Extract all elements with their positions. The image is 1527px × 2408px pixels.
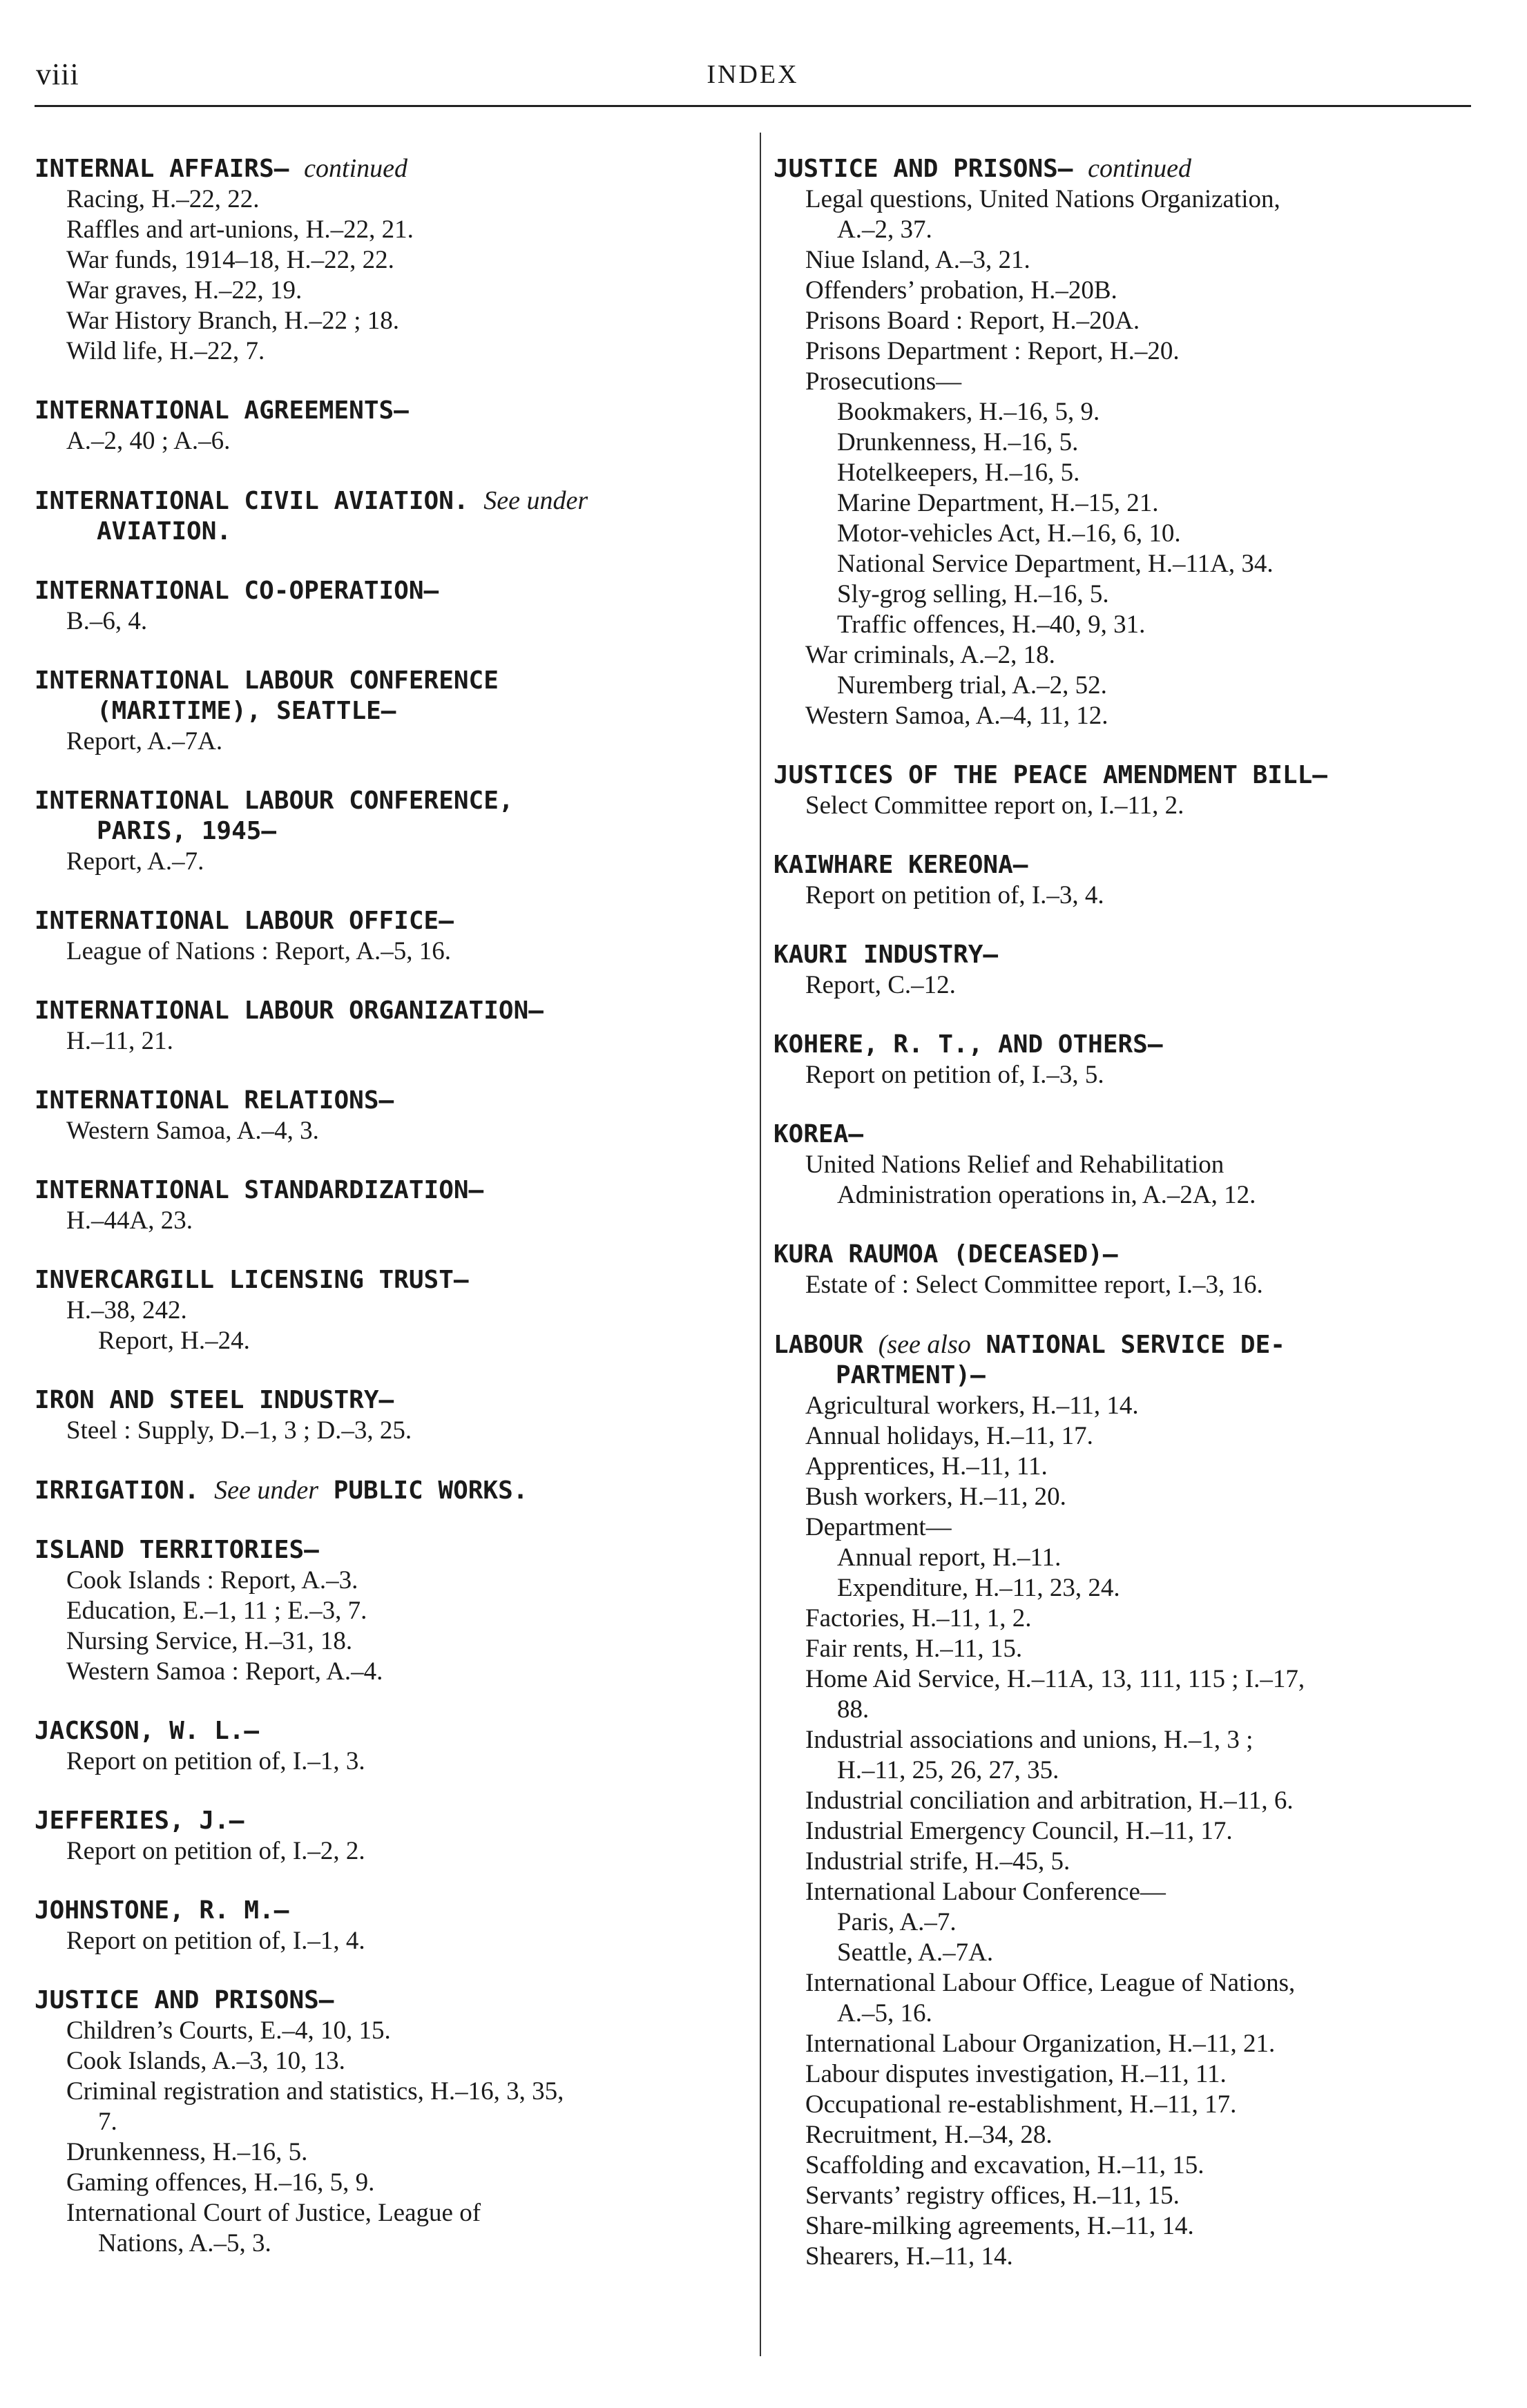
page-header (35, 54, 1471, 95)
heading-text: IRRIGATION. (35, 1476, 200, 1505)
entry-line: Report, A.–7A. (66, 727, 223, 755)
entry-line: War History Branch, H.–22 ; 18. (66, 307, 400, 335)
entry-subline: Bookmakers, H.–16, 5, 9. (837, 398, 1100, 426)
entry-line: Report on petition of, I.–1, 4. (66, 1927, 365, 1955)
header-rule (35, 105, 1471, 107)
entry-line: Annual holidays, H.–11, 17. (805, 1422, 1093, 1450)
heading-text: KOREA— (774, 1120, 864, 1148)
heading-italic: continued (1088, 154, 1192, 183)
entry-heading (35, 1806, 732, 1836)
index-entry (35, 1385, 732, 1446)
entry-line: Niue Island, A.–3, 21. (805, 246, 1030, 274)
heading-text: INTERNATIONAL AGREEMENTS— (35, 396, 409, 425)
entry-line: Recruitment, H.–34, 28. (805, 2121, 1053, 2149)
entry-line: Children’s Courts, E.–4, 10, 15. (66, 2016, 391, 2045)
index-entry (35, 396, 732, 456)
heading-text: KURA RAUMOA (DECEASED)— (774, 1240, 1118, 1269)
entry-subline: Administration operations in, A.–2A, 12. (837, 1181, 1256, 1209)
entry-line: International Labour Office, League of Nations, (805, 1969, 1296, 1997)
heading-text: INTERNAL AFFAIRS— (35, 155, 289, 183)
entry-line: Western Samoa, A.–4, 11, 12. (805, 702, 1108, 730)
entry-line: Criminal registration and statistics, H.–16, 3, 35, (66, 2077, 564, 2106)
entry-line: Report on petition of, I.–3, 4. (805, 881, 1104, 909)
entry-line: Racing, H.–22, 22. (66, 185, 260, 213)
index-entry (774, 940, 1471, 1001)
entry-line: Labour disputes investigation, H.–11, 11. (805, 2060, 1227, 2088)
entry-line: H.–11, 21. (66, 1027, 173, 1055)
entry-line: Prisons Board : Report, H.–20A. (805, 307, 1140, 335)
entry-line: Prisons Department : Report, H.–20. (805, 337, 1180, 365)
index-entry (35, 906, 732, 967)
heading-text: INTERNATIONAL CIVIL AVIATION. (35, 487, 469, 515)
heading-text: JUSTICE AND PRISONS— (35, 1986, 334, 2014)
entry-subline: Expenditure, H.–11, 23, 24. (837, 1574, 1120, 1602)
entry-line: League of Nations : Report, A.–5, 16. (66, 937, 451, 965)
index-entry (35, 1535, 732, 1687)
entry-heading (35, 1265, 732, 1295)
entry-heading (35, 1385, 732, 1416)
heading-continuation: PARTMENT)— (836, 1361, 986, 1389)
index-entry (774, 1240, 1471, 1300)
entry-subline: Drunkenness, H.–16, 5. (837, 428, 1079, 456)
entry-heading (35, 786, 732, 847)
entry-line: Offenders’ probation, H.–20B. (805, 276, 1117, 305)
entry-line: 88. (837, 1695, 870, 1724)
entry-line: Department— (805, 1513, 952, 1541)
heading-text: INTERNATIONAL LABOUR CONFERENCE (35, 666, 499, 695)
heading-text: ISLAND TERRITORIES— (35, 1536, 319, 1564)
entry-line: Industrial strife, H.–45, 5. (805, 1847, 1070, 1876)
entry-line: International Court of Justice, League of (66, 2199, 481, 2227)
index-entry (774, 1030, 1471, 1090)
entry-heading (35, 996, 732, 1026)
heading-text: INTERNATIONAL LABOUR OFFICE— (35, 907, 454, 935)
index-entry (35, 1806, 732, 1867)
entry-line: Raffles and art-unions, H.–22, 21. (66, 215, 414, 244)
entry-line: Nations, A.–5, 3. (98, 2229, 271, 2257)
entry-line: War funds, 1914–18, H.–22, 22. (66, 246, 394, 274)
page-number: viii (36, 57, 79, 91)
entry-line: Steel : Supply, D.–1, 3 ; D.–3, 25. (66, 1416, 412, 1445)
entry-line: Gaming offences, H.–16, 5, 9. (66, 2168, 375, 2197)
entry-line: A.–5, 16. (837, 1999, 932, 2027)
index-entry (35, 1716, 732, 1777)
entry-line: Drunkenness, H.–16, 5. (66, 2138, 308, 2166)
heading-italic: See under (483, 486, 588, 515)
right-column (774, 153, 1471, 2301)
entry-line: Prosecutions— (805, 367, 962, 396)
entry-line: Occupational re-establishment, H.–11, 17. (805, 2090, 1237, 2119)
entry-line: Report, A.–7. (66, 847, 204, 876)
heading-italic: (see also (878, 1330, 971, 1359)
heading-text: INVERCARGILL LICENSING TRUST— (35, 1266, 469, 1294)
index-entry (774, 1119, 1471, 1211)
index-entry (35, 1896, 732, 1956)
entry-line: Nursing Service, H.–31, 18. (66, 1627, 353, 1655)
index-entry (774, 153, 1471, 731)
entry-heading (35, 1985, 732, 2016)
entry-line: Share-milking agreements, H.–11, 14. (805, 2212, 1194, 2240)
entry-line: War graves, H.–22, 19. (66, 276, 302, 305)
entry-line: Select Committee report on, I.–11, 2. (805, 791, 1184, 820)
entry-line: Cook Islands, A.–3, 10, 13. (66, 2047, 345, 2075)
entry-subline: National Service Department, H.–11A, 34. (837, 550, 1274, 578)
heading-text: INTERNATIONAL CO-OPERATION— (35, 577, 439, 605)
heading-text: IRON AND STEEL INDUSTRY— (35, 1386, 394, 1414)
index-entry (35, 576, 732, 637)
entry-line: H.–11, 25, 26, 27, 35. (837, 1756, 1059, 1784)
index-entry (35, 1086, 732, 1146)
entry-line: Western Samoa, A.–4, 3. (66, 1117, 319, 1145)
entry-line: H.–38, 242. (66, 1296, 187, 1325)
entry-line: International Labour Conference— (805, 1878, 1166, 1906)
heading-text: JOHNSTONE, R. M.— (35, 1896, 289, 1925)
entry-heading (35, 576, 732, 606)
entry-line: Bush workers, H.–11, 20. (805, 1483, 1066, 1511)
index-entry (35, 996, 732, 1057)
entry-heading (35, 1086, 732, 1116)
entry-line: Fair rents, H.–11, 15. (805, 1635, 1023, 1663)
entry-line: United Nations Relief and Rehabilitation (805, 1150, 1225, 1179)
index-entry (774, 760, 1471, 821)
index-entry (774, 1329, 1471, 2272)
entry-line: Servants’ registry offices, H.–11, 15. (805, 2181, 1180, 2210)
entry-subline: Seattle, A.–7A. (837, 1938, 994, 1967)
entry-line: Legal questions, United Nations Organization, (805, 185, 1280, 213)
entry-line: Report on petition of, I.–2, 2. (66, 1837, 365, 1865)
entry-line: Scaffolding and excavation, H.–11, 15. (805, 2151, 1204, 2179)
heading-continuation: PARIS, 1945— (97, 817, 277, 845)
entry-heading (774, 1030, 1471, 1060)
index-entry (35, 485, 732, 547)
page-title: INDEX (707, 60, 799, 89)
entry-line: Industrial conciliation and arbitration, H.–11, 6. (805, 1786, 1294, 1815)
entry-subline: Sly-grog selling, H.–16, 5. (837, 580, 1109, 608)
heading-text: JUSTICES OF THE PEACE AMENDMENT BILL— (774, 761, 1327, 789)
entry-line: H.–44A, 23. (66, 1206, 193, 1235)
entry-subline: Annual report, H.–11. (837, 1543, 1062, 1572)
index-entry (35, 1175, 732, 1236)
heading-tail: NATIONAL SERVICE DE- (986, 1331, 1285, 1359)
entry-heading (774, 760, 1471, 791)
entry-line: Cook Islands : Report, A.–3. (66, 1566, 358, 1595)
heading-italic: See under (214, 1476, 318, 1505)
heading-text: INTERNATIONAL LABOUR CONFERENCE, (35, 787, 514, 815)
entry-heading (35, 906, 732, 936)
entry-line: War criminals, A.–2, 18. (805, 641, 1055, 669)
entry-heading (35, 1896, 732, 1926)
entry-heading (35, 153, 732, 184)
heading-text: INTERNATIONAL RELATIONS— (35, 1086, 394, 1115)
entry-heading (35, 1716, 732, 1746)
entry-line: Report, C.–12. (805, 971, 956, 999)
entry-line: Industrial Emergency Council, H.–11, 17. (805, 1817, 1233, 1845)
entry-heading (774, 1240, 1471, 1270)
index-entry (35, 786, 732, 877)
entry-line: Estate of : Select Committee report, I.–3, 16. (805, 1271, 1263, 1299)
entry-subline: Traffic offences, H.–40, 9, 31. (837, 610, 1146, 639)
heading-text: LABOUR (774, 1331, 864, 1359)
entry-line: B.–6, 4. (66, 607, 148, 635)
entry-heading (774, 1119, 1471, 1150)
index-entry (35, 1265, 732, 1356)
heading-text: INTERNATIONAL LABOUR ORGANIZATION— (35, 996, 544, 1025)
heading-continuation: AVIATION. (97, 517, 232, 546)
heading-text: KAURI INDUSTRY— (774, 941, 999, 969)
entry-subline: Report, H.–24. (98, 1327, 250, 1355)
heading-text: INTERNATIONAL STANDARDIZATION— (35, 1176, 484, 1204)
entry-line: Home Aid Service, H.–11A, 13, 111, 115 ; I.–17, (805, 1665, 1305, 1693)
entry-line: Report on petition of, I.–3, 5. (805, 1061, 1104, 1089)
entry-line: A.–2, 37. (837, 215, 932, 244)
index-entry (774, 850, 1471, 911)
entry-line: A.–2, 40 ; A.–6. (66, 427, 231, 455)
index-entry (35, 1985, 732, 2259)
entry-subline: Paris, A.–7. (837, 1908, 957, 1936)
entry-heading (774, 1329, 1471, 1391)
entry-line: Western Samoa : Report, A.–4. (66, 1657, 383, 1686)
entry-line: 7. (98, 2108, 117, 2136)
heading-continuation: (MARITIME), SEATTLE— (97, 697, 396, 725)
entry-heading (35, 396, 732, 426)
left-column (35, 153, 732, 2288)
entry-subline: Marine Department, H.–15, 21. (837, 489, 1159, 517)
entry-line: Education, E.–1, 11 ; E.–3, 7. (66, 1597, 367, 1625)
entry-heading (35, 1175, 732, 1206)
entry-subline: Motor-vehicles Act, H.–16, 6, 10. (837, 519, 1181, 548)
entry-subline: Hotelkeepers, H.–16, 5. (837, 459, 1080, 487)
entry-heading (774, 940, 1471, 970)
entry-heading (35, 485, 732, 547)
heading-italic: continued (304, 154, 408, 183)
entry-line: Report on petition of, I.–1, 3. (66, 1747, 365, 1775)
entry-line: Wild life, H.–22, 7. (66, 337, 265, 365)
heading-tail: PUBLIC WORKS. (333, 1476, 528, 1505)
index-entry (35, 153, 732, 367)
column-divider (760, 133, 761, 2356)
heading-text: JEFFERIES, J.— (35, 1807, 244, 1835)
entry-heading (774, 850, 1471, 880)
entry-line: Apprentices, H.–11, 11. (805, 1452, 1048, 1481)
entry-heading (774, 153, 1471, 184)
entry-line: Industrial associations and unions, H.–1, 3 ; (805, 1726, 1254, 1754)
entry-subline: Nuremberg trial, A.–2, 52. (837, 671, 1107, 700)
entry-line: Factories, H.–11, 1, 2. (805, 1604, 1032, 1632)
entry-line: International Labour Organization, H.–11, 21. (805, 2030, 1276, 2058)
entry-heading (35, 1475, 732, 1506)
entry-line: Agricultural workers, H.–11, 14. (805, 1391, 1139, 1420)
heading-text: JACKSON, W. L.— (35, 1717, 260, 1745)
index-entry (35, 666, 732, 757)
entry-heading (35, 666, 732, 726)
heading-text: JUSTICE AND PRISONS— (774, 155, 1073, 183)
index-entry (35, 1475, 732, 1506)
heading-text: KOHERE, R. T., AND OTHERS— (774, 1030, 1163, 1059)
entry-heading (35, 1535, 732, 1566)
entry-line: Shearers, H.–11, 14. (805, 2242, 1013, 2271)
heading-text: KAIWHARE KEREONA— (774, 851, 1028, 879)
